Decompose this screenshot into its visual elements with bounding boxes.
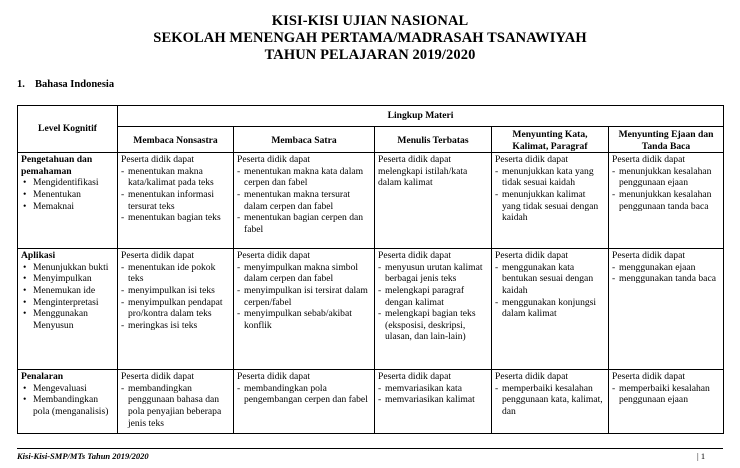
level-skill-item: • Menyimpulkan bbox=[21, 273, 114, 285]
document-title-line-3: TAHUN PELAJARAN 2019/2020 bbox=[264, 47, 476, 63]
indicator-item: - memperbaiki kesalahan penggunaan ejaan bbox=[612, 383, 720, 406]
kisi-kisi-table bbox=[17, 105, 724, 434]
indicator-list bbox=[378, 383, 488, 406]
indicator-item: - menentukan bagian teks bbox=[121, 212, 230, 224]
level-skill-item: • Mengidentifikasi bbox=[21, 177, 114, 189]
column-header: Membaca Satra bbox=[234, 127, 375, 153]
indicator-item: - menyimpulkan sebab/akibat konflik bbox=[237, 308, 371, 331]
indicator-item: - menyimpulkan makna simbol dalam cerpen dan fabel bbox=[237, 262, 371, 285]
cell-intro: Peserta didik dapat melengkapi istilah/kata dalam kalimat bbox=[378, 154, 468, 189]
level-skill-item: • Menemukan ide bbox=[21, 285, 114, 297]
indicator-item: - menunjukkan kata yang tidak sesuai kaidah bbox=[495, 166, 605, 189]
level-skill-item: • Menentukan bbox=[21, 189, 114, 201]
indicator-item: - menggunakan ejaan bbox=[612, 262, 720, 274]
indicator-item: - memperbaiki kesalahan penggunaan kata, kalimat, dan bbox=[495, 383, 605, 418]
indicator-list bbox=[378, 262, 488, 343]
level-title: Pengetahuan dan pemahaman bbox=[21, 154, 93, 177]
level-skill-item: • Mengevaluasi bbox=[21, 383, 114, 395]
indicator-item: - menentukan makna kata/kalimat pada teks bbox=[121, 166, 230, 189]
indicator-item: - menentukan makna kata dalam cerpen dan fabel bbox=[237, 166, 371, 189]
indicator-list bbox=[237, 262, 371, 332]
cell-intro: Peserta didik dapat bbox=[495, 250, 568, 262]
cell-intro: Peserta didik dapat bbox=[237, 250, 310, 262]
indicator-item: - menentukan bagian cerpen dan fabel bbox=[237, 212, 371, 235]
section-title: Bahasa Indonesia bbox=[35, 79, 115, 90]
indicator-item: - menentukan ide pokok teks bbox=[121, 262, 230, 285]
level-title: Penalaran bbox=[21, 371, 64, 383]
cell-intro: Peserta didik dapat bbox=[121, 250, 194, 262]
indicator-item: - menunjukkan kesalahan penggunaan ejaan bbox=[612, 166, 720, 189]
material-cell bbox=[492, 370, 609, 434]
footer-divider bbox=[17, 448, 723, 449]
indicator-item: - menunjukkan kalimat yang tidak sesuai dengan kaidah bbox=[495, 189, 605, 224]
indicator-item: - menyusun urutan kalimat berbagai jenis teks bbox=[378, 262, 488, 285]
indicator-list bbox=[495, 166, 605, 224]
indicator-list bbox=[237, 383, 371, 406]
indicator-item: - melengkapi bagian teks (eksposisi, deskripsi, ulasan, dan lain-lain) bbox=[378, 308, 488, 343]
column-header: Menulis Terbatas bbox=[375, 127, 492, 153]
level-skill-list bbox=[21, 262, 114, 332]
material-cell bbox=[609, 249, 724, 370]
indicator-list bbox=[121, 262, 230, 332]
material-cell bbox=[492, 249, 609, 370]
indicator-item: - menunjukkan kesalahan penggunaan tanda baca bbox=[612, 189, 720, 212]
indicator-item: - membandingkan pola pengembangan cerpen dan fabel bbox=[237, 383, 371, 406]
indicator-item: - menggunakan kata bentukan sesuai dengan kaidah bbox=[495, 262, 605, 297]
indicator-list bbox=[495, 383, 605, 418]
indicator-list bbox=[237, 166, 371, 236]
level-cell bbox=[18, 153, 118, 249]
indicator-item: - menyimpulkan isi tersirat dalam cerpen/fabel bbox=[237, 285, 371, 308]
material-cell bbox=[375, 370, 492, 434]
indicator-item: - menentukan makna tersurat dalam cerpen dan fabel bbox=[237, 189, 371, 212]
level-title: Aplikasi bbox=[21, 250, 56, 262]
section-number: 1. bbox=[17, 79, 25, 90]
lingkup-materi-header: Lingkup Materi bbox=[118, 106, 724, 127]
indicator-list bbox=[495, 262, 605, 320]
material-cell bbox=[609, 370, 724, 434]
level-cell bbox=[18, 370, 118, 434]
cell-intro: Peserta didik dapat bbox=[237, 154, 310, 166]
page-number: | 1 bbox=[697, 451, 706, 461]
material-cell bbox=[118, 153, 234, 249]
material-cell bbox=[609, 153, 724, 249]
indicator-item: - menggunakan tanda baca bbox=[612, 273, 720, 285]
indicator-item: - menggunakan konjungsi dalam kalimat bbox=[495, 297, 605, 320]
material-cell bbox=[118, 249, 234, 370]
cell-intro: Peserta didik dapat bbox=[378, 250, 451, 262]
table-row bbox=[18, 370, 724, 434]
material-cell bbox=[118, 370, 234, 434]
cell-intro: Peserta didik dapat bbox=[495, 371, 568, 383]
level-skill-item: • Menggunakan Menyusun bbox=[21, 308, 114, 331]
cell-intro: Peserta didik dapat bbox=[612, 371, 685, 383]
indicator-list bbox=[612, 383, 720, 406]
section-heading bbox=[17, 79, 114, 90]
column-header: Membaca Nonsastra bbox=[118, 127, 234, 153]
cell-intro: Peserta didik dapat bbox=[121, 371, 194, 383]
cell-intro: Peserta didik dapat bbox=[612, 154, 685, 166]
level-cell bbox=[18, 249, 118, 370]
material-cell bbox=[234, 370, 375, 434]
level-skill-item: • Membandingkan pola (menganalisis) bbox=[21, 394, 114, 417]
indicator-list bbox=[612, 166, 720, 212]
level-kognitif-header: Level Kognitif bbox=[18, 106, 118, 153]
material-cell bbox=[234, 249, 375, 370]
level-skill-item: • Menginterpretasi bbox=[21, 297, 114, 309]
indicator-item: - menentukan informasi tersurat teks bbox=[121, 189, 230, 212]
cell-intro: Peserta didik dapat bbox=[237, 371, 310, 383]
column-header: Menyunting Kata, Kalimat, Paragraf bbox=[492, 127, 609, 153]
material-cell bbox=[492, 153, 609, 249]
indicator-item: - meringkas isi teks bbox=[121, 320, 230, 332]
indicator-item: - membandingkan penggunaan bahasa dan pola penyajian beberapa jenis teks bbox=[121, 383, 230, 429]
level-skill-list bbox=[21, 177, 114, 212]
column-header: Menyunting Ejaan dan Tanda Baca bbox=[609, 127, 724, 153]
cell-intro: Peserta didik dapat bbox=[612, 250, 685, 262]
document-title-line-1: KISI-KISI UJIAN NASIONAL bbox=[271, 13, 469, 29]
material-cell bbox=[375, 153, 492, 249]
indicator-item: - memvariasikan kalimat bbox=[378, 394, 488, 406]
indicator-item: - memvariasikan kata bbox=[378, 383, 488, 395]
indicator-item: - menyimpulkan pendapat pro/kontra dalam teks bbox=[121, 297, 230, 320]
level-skill-item: • Memaknai bbox=[21, 201, 114, 213]
indicator-list bbox=[612, 262, 720, 285]
indicator-item: - menyimpulkan isi teks bbox=[121, 285, 230, 297]
indicator-list bbox=[121, 166, 230, 224]
table-row bbox=[18, 249, 724, 370]
level-skill-item: • Menunjukkan bukti bbox=[21, 262, 114, 274]
indicator-list bbox=[121, 383, 230, 429]
cell-intro: Peserta didik dapat bbox=[121, 154, 194, 166]
level-skill-list bbox=[21, 383, 114, 418]
cell-intro: Peserta didik dapat bbox=[495, 154, 568, 166]
table-row bbox=[18, 153, 724, 249]
indicator-item: - melengkapi paragraf dengan kalimat bbox=[378, 285, 488, 308]
footer-document-name: Kisi-Kisi-SMP/MTs Tahun 2019/2020 bbox=[17, 451, 149, 461]
material-cell bbox=[234, 153, 375, 249]
cell-intro: Peserta didik dapat bbox=[378, 371, 451, 383]
document-title-line-2: SEKOLAH MENENGAH PERTAMA/MADRASAH TSANAWIYAH bbox=[153, 30, 587, 46]
material-cell bbox=[375, 249, 492, 370]
